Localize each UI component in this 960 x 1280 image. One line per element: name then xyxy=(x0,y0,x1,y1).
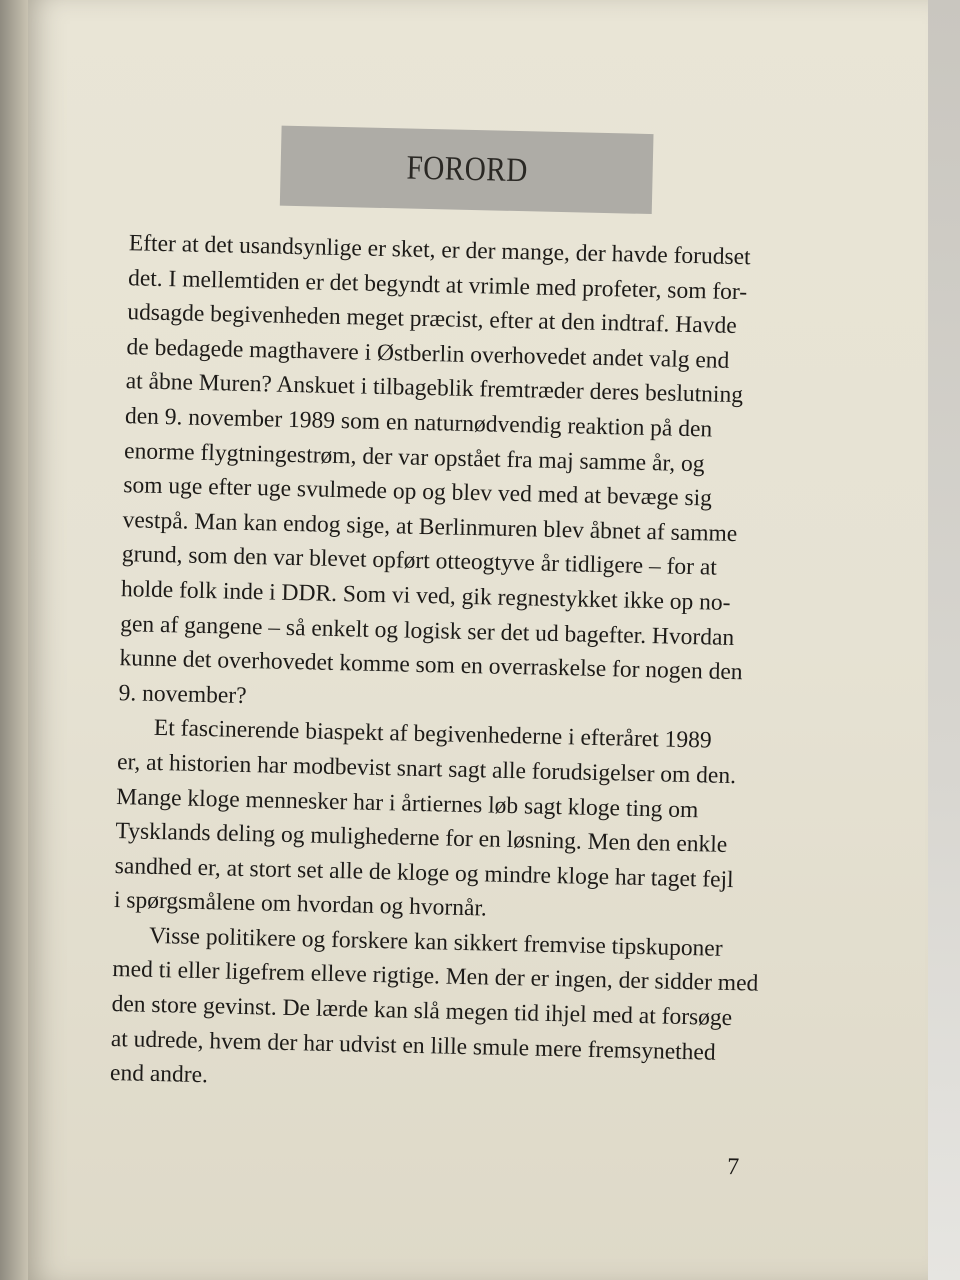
paragraph-3 xyxy=(110,918,794,1106)
heading-banner xyxy=(280,126,654,214)
text-line: med ti eller ligefrem elleve rigtige. Men der er ingen, der sidder med xyxy=(112,956,759,998)
text-line: Tysklands deling og mulighederne for en løsning. Men den enkle xyxy=(115,818,728,859)
page-content xyxy=(28,0,928,1280)
text-line: at udrede, hvem der har udvist en lille smule mere fremsynethed xyxy=(110,1025,716,1066)
text-line: end andre. xyxy=(109,1060,209,1089)
text-line: holde folk inde i DDR. Som vi ved, gik regnestykket ikke op no- xyxy=(120,576,731,616)
text-line: grund, som den var blevet opført otteogtyve år tidligere – for at xyxy=(121,541,718,581)
text-line: kunne det overhovedet komme som en overraskelse for nogen den xyxy=(119,645,743,686)
text-line: Visse politikere og forskere kan sikkert fremvise tipskuponer xyxy=(148,922,723,962)
text-line: udsagde begivenheden meget præcist, efter at den indtraf. Havde xyxy=(127,299,737,340)
text-line: de bedagede magthavere i Østberlin overhovedet andet valg end xyxy=(126,333,730,374)
paragraph-2 xyxy=(114,710,799,933)
text-line: i spørgsmålene om hvordan og hvornår. xyxy=(113,887,488,922)
text-line: den 9. november 1989 som en naturnødvendig reaktion på den xyxy=(124,403,713,443)
book-page xyxy=(28,0,928,1280)
text-line: at åbne Muren? Anskuet i tilbageblik fremtræder deres beslutning xyxy=(125,368,744,409)
paragraph-1 xyxy=(118,226,809,726)
page-heading: FORORD xyxy=(405,149,528,190)
body-text xyxy=(110,226,809,1106)
text-line: den store gevinst. De lærde kan slå megen tid ihjel med at forsøge xyxy=(111,991,733,1032)
text-line: gen af gangene – så enkelt og logisk ser det ud bagefter. Hvordan xyxy=(119,610,735,651)
page-number: 7 xyxy=(726,1154,740,1181)
text-line: vestpå. Man kan endog sige, at Berlinmuren blev åbnet af samme xyxy=(122,506,738,547)
text-line: er, at historien har modbevist snart sagt alle forudsigelser om den. xyxy=(116,748,737,790)
text-line: 9. november? xyxy=(118,679,247,709)
text-line: Et fascinerende biaspekt af begivenhederne i efteråret 1989 xyxy=(153,715,712,754)
text-line: det. I mellemtiden er det begyndt at vrimle med profeter, som for- xyxy=(127,264,748,305)
text-line: enorme flygtningestrøm, der var opstået fra maj samme år, og xyxy=(123,437,705,477)
text-line: som uge efter uge svulmede op og blev ved med at bevæge sig xyxy=(123,472,713,512)
text-line: Mange kloge mennesker har i årtiernes løb sagt kloge ting om xyxy=(116,783,699,823)
text-line: sandhed er, at stort set alle de kloge og mindre kloge har taget fejl xyxy=(114,852,734,893)
text-line: Efter at det usandsynlige er sket, er der mange, der havde forudset xyxy=(128,230,751,271)
